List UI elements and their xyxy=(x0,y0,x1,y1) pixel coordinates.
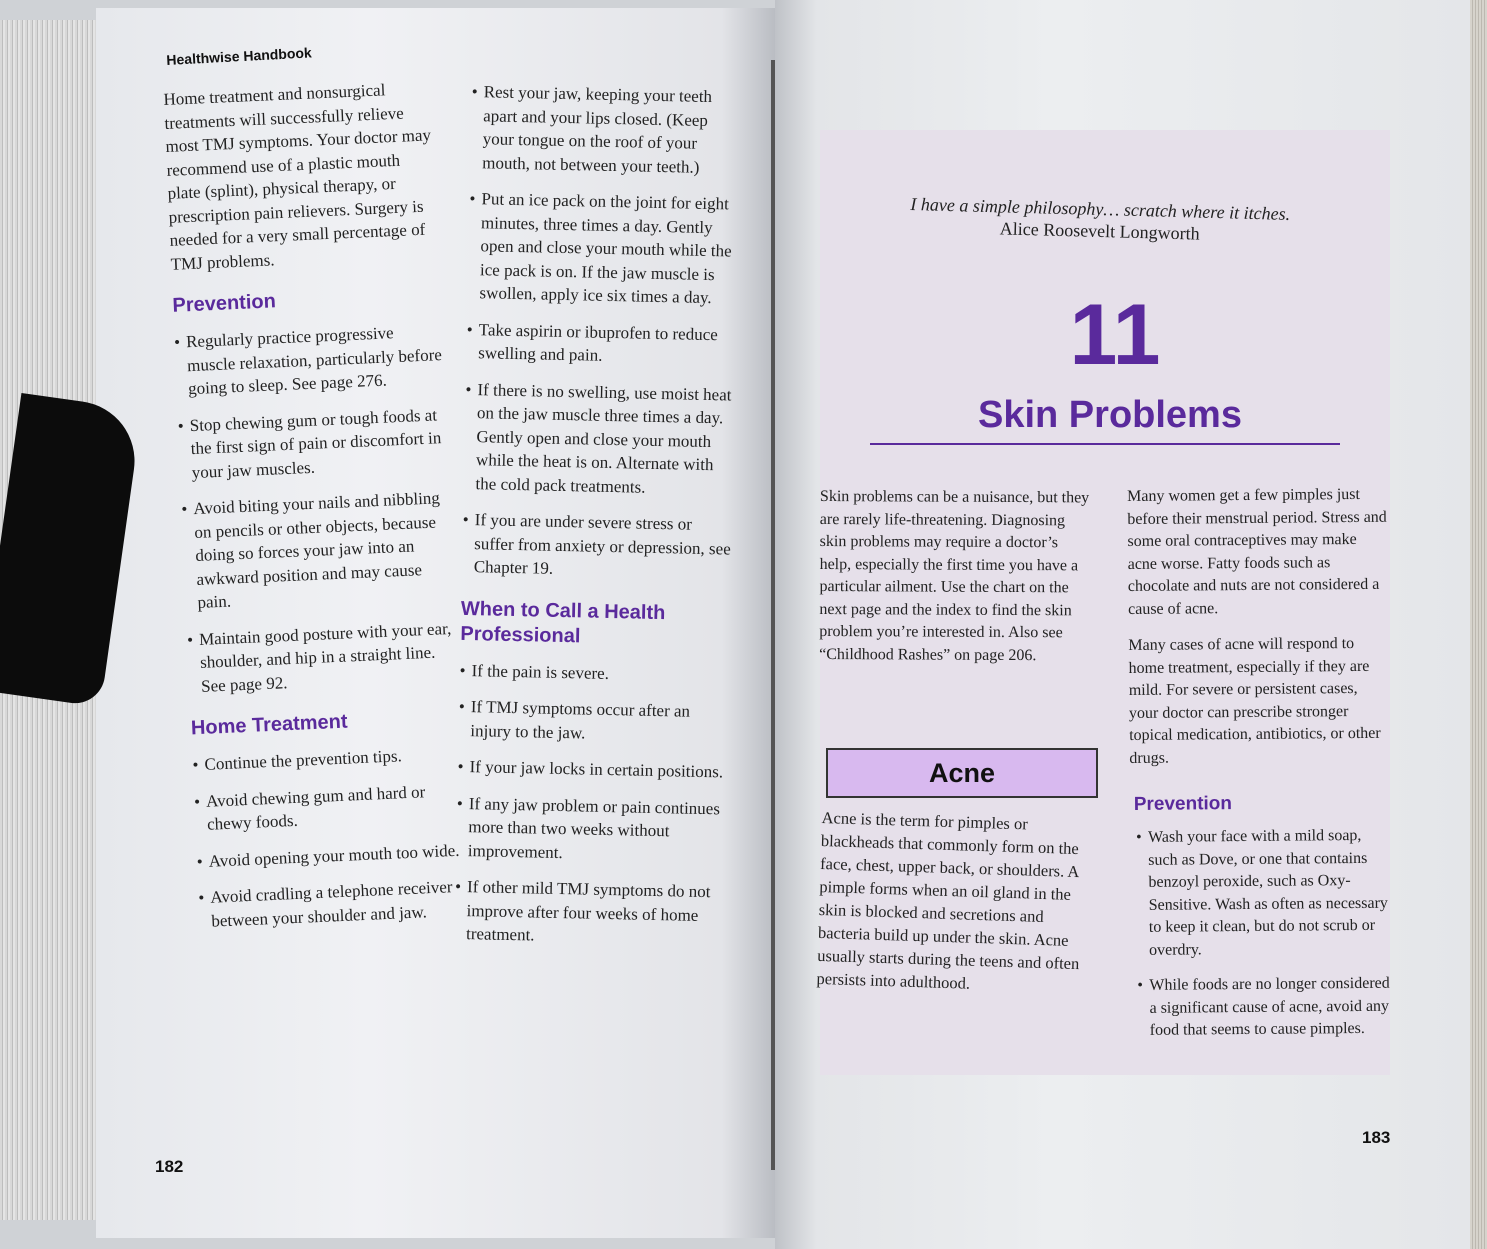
list-item: • If TMJ symptoms occur after an injury to the jaw. xyxy=(458,695,731,748)
list-item: • Take aspirin or ibuprofen to reduce swelling and pain. xyxy=(466,317,739,370)
list-item: • Stop chewing gum or tough foods at the first sign of pain or discomfort in your jaw muscles. xyxy=(177,402,450,484)
page-number-left: 182 xyxy=(155,1157,184,1176)
chapter-title: Skin Problems xyxy=(978,394,1242,436)
list-item: • If you are under severe stress or suffer from anxiety or depression, see Chapter 19. xyxy=(462,508,735,584)
list-item: • Put an ice pack on the joint for eight minutes, three times a day. Gently open and close your mouth while the ice pack is on. If the jaw muscle is swollen, apply ice six times a day. xyxy=(467,187,741,310)
acne-heading: Acne xyxy=(826,748,1098,798)
acne-prevention-list xyxy=(1136,825,1394,1043)
list-item: • Avoid opening your mouth too wide. xyxy=(196,838,467,873)
list-item: • If any jaw problem or pain continues more than two weeks without improvement. xyxy=(456,791,729,867)
chapter-intro: Skin problems can be a nuisance, but they are rarely life-threatening. Diagnosing skin problems may require a doctor’s help, especially the first time you have a particular ailment. Use the chart on the next page and the index to find the skin problem you’re interested in. Also see “Childhood Rashes” on page 206. xyxy=(819,487,1090,664)
acne-definition: Acne is the term for pimples or blackheads that commonly form on the face, chest, upper back, or shoulders. A pimple forms when an oil gland in the skin is blocked and secretions and bacteria build up under the skin. Acne usually starts during the teens and often persists into adulthood. xyxy=(816,807,1080,993)
list-item: • Rest your jaw, keeping your teeth apart and your lips closed. (Keep your tongue on the roof of your mouth, not between your teeth.) xyxy=(470,80,744,180)
list-item: • If the pain is severe. xyxy=(459,658,731,687)
list-item: • Regularly practice progressive muscle relaxation, particularly before going to sleep. See page 276. xyxy=(174,319,447,401)
acne-column xyxy=(816,806,1097,1013)
list-item: • Avoid chewing gum and hard or chewy foods. xyxy=(194,778,466,837)
list-item: • If other mild TMJ symptoms do not improve after four weeks of home treatment. xyxy=(454,875,727,951)
home-treatment-list xyxy=(192,742,470,934)
epigraph-author: Alice Roosevelt Longworth xyxy=(999,218,1200,244)
prevention-list xyxy=(174,319,460,698)
home-treatment-heading: Home Treatment xyxy=(190,710,349,740)
right-column-2 xyxy=(1127,484,1394,1056)
left-column-1 xyxy=(163,76,470,946)
chapter-number: 11 xyxy=(1069,287,1161,383)
list-item: • Continue the prevention tips. xyxy=(192,742,463,777)
list-item: • If your jaw locks in certain positions. xyxy=(457,755,729,784)
prevention-heading: Prevention xyxy=(172,290,277,317)
list-item: • Avoid biting your nails and nibbling on pencils or other objects, because doing so forces your jaw into an awkward position and may cause pain. xyxy=(181,486,456,615)
page-number-right: 183 xyxy=(1362,1128,1391,1147)
list-item: • Maintain good posture with your ear, shoulder, and hip in a straight line. See page 92. xyxy=(187,616,460,698)
book-page-edges-right xyxy=(1470,0,1487,1249)
list-item: • Avoid cradling a telephone receiver between your shoulder and jaw. xyxy=(198,874,470,933)
acne-paragraph-1: Many women get a few pimples just before their menstrual period. Stress and some oral contraceptives may make acne worse. Fatty foods such as chocolate and nuts are not considered a cause of acne. xyxy=(1127,485,1387,618)
list-item: • If there is no swelling, use moist heat on the jaw muscle three times a day. Gently open and close your mouth while the heat is on. Alternate with the cold pack treatments. xyxy=(463,377,737,500)
intro-paragraph: Home treatment and nonsurgical treatments will successfully relieve most TMJ symptoms. Your doctor may recommend use of a plastic mouth plate (splint), physical therapy, or prescription pain relievers. Surgery is needed for a very small percentage of TMJ problems. xyxy=(163,80,432,274)
acne-prevention-heading: Prevention xyxy=(1133,793,1233,815)
list-item: • While foods are no longer considered a significant cause of acne, avoid any food that seems to cause pimples. xyxy=(1137,973,1394,1043)
left-column-2 xyxy=(454,80,744,964)
title-rule xyxy=(870,443,1340,445)
list-item: • Wash your face with a mild soap, such as Dove, or one that contains benzoyl peroxide, such as Oxy-Sensitive. Wash as often as necessary to keep it clean, but do not scrub or overdry. xyxy=(1136,825,1393,962)
acne-paragraph-2: Many cases of acne will respond to home treatment, especially if they are mild. For severe or persistent cases, your doctor can prescribe stronger topical medication, antibiotics, or other drugs. xyxy=(1128,635,1381,767)
running-head: Healthwise Handbook xyxy=(166,44,313,68)
call-professional-list xyxy=(454,658,732,951)
right-column-1 xyxy=(819,486,1090,681)
epigraph-quote: I have a simple philosophy… scratch where it itches. xyxy=(910,194,1291,224)
home-treatment-list-continued xyxy=(462,80,744,584)
book-gutter xyxy=(771,60,775,1170)
call-professional-heading: When to Call a Health Professional xyxy=(460,597,666,647)
